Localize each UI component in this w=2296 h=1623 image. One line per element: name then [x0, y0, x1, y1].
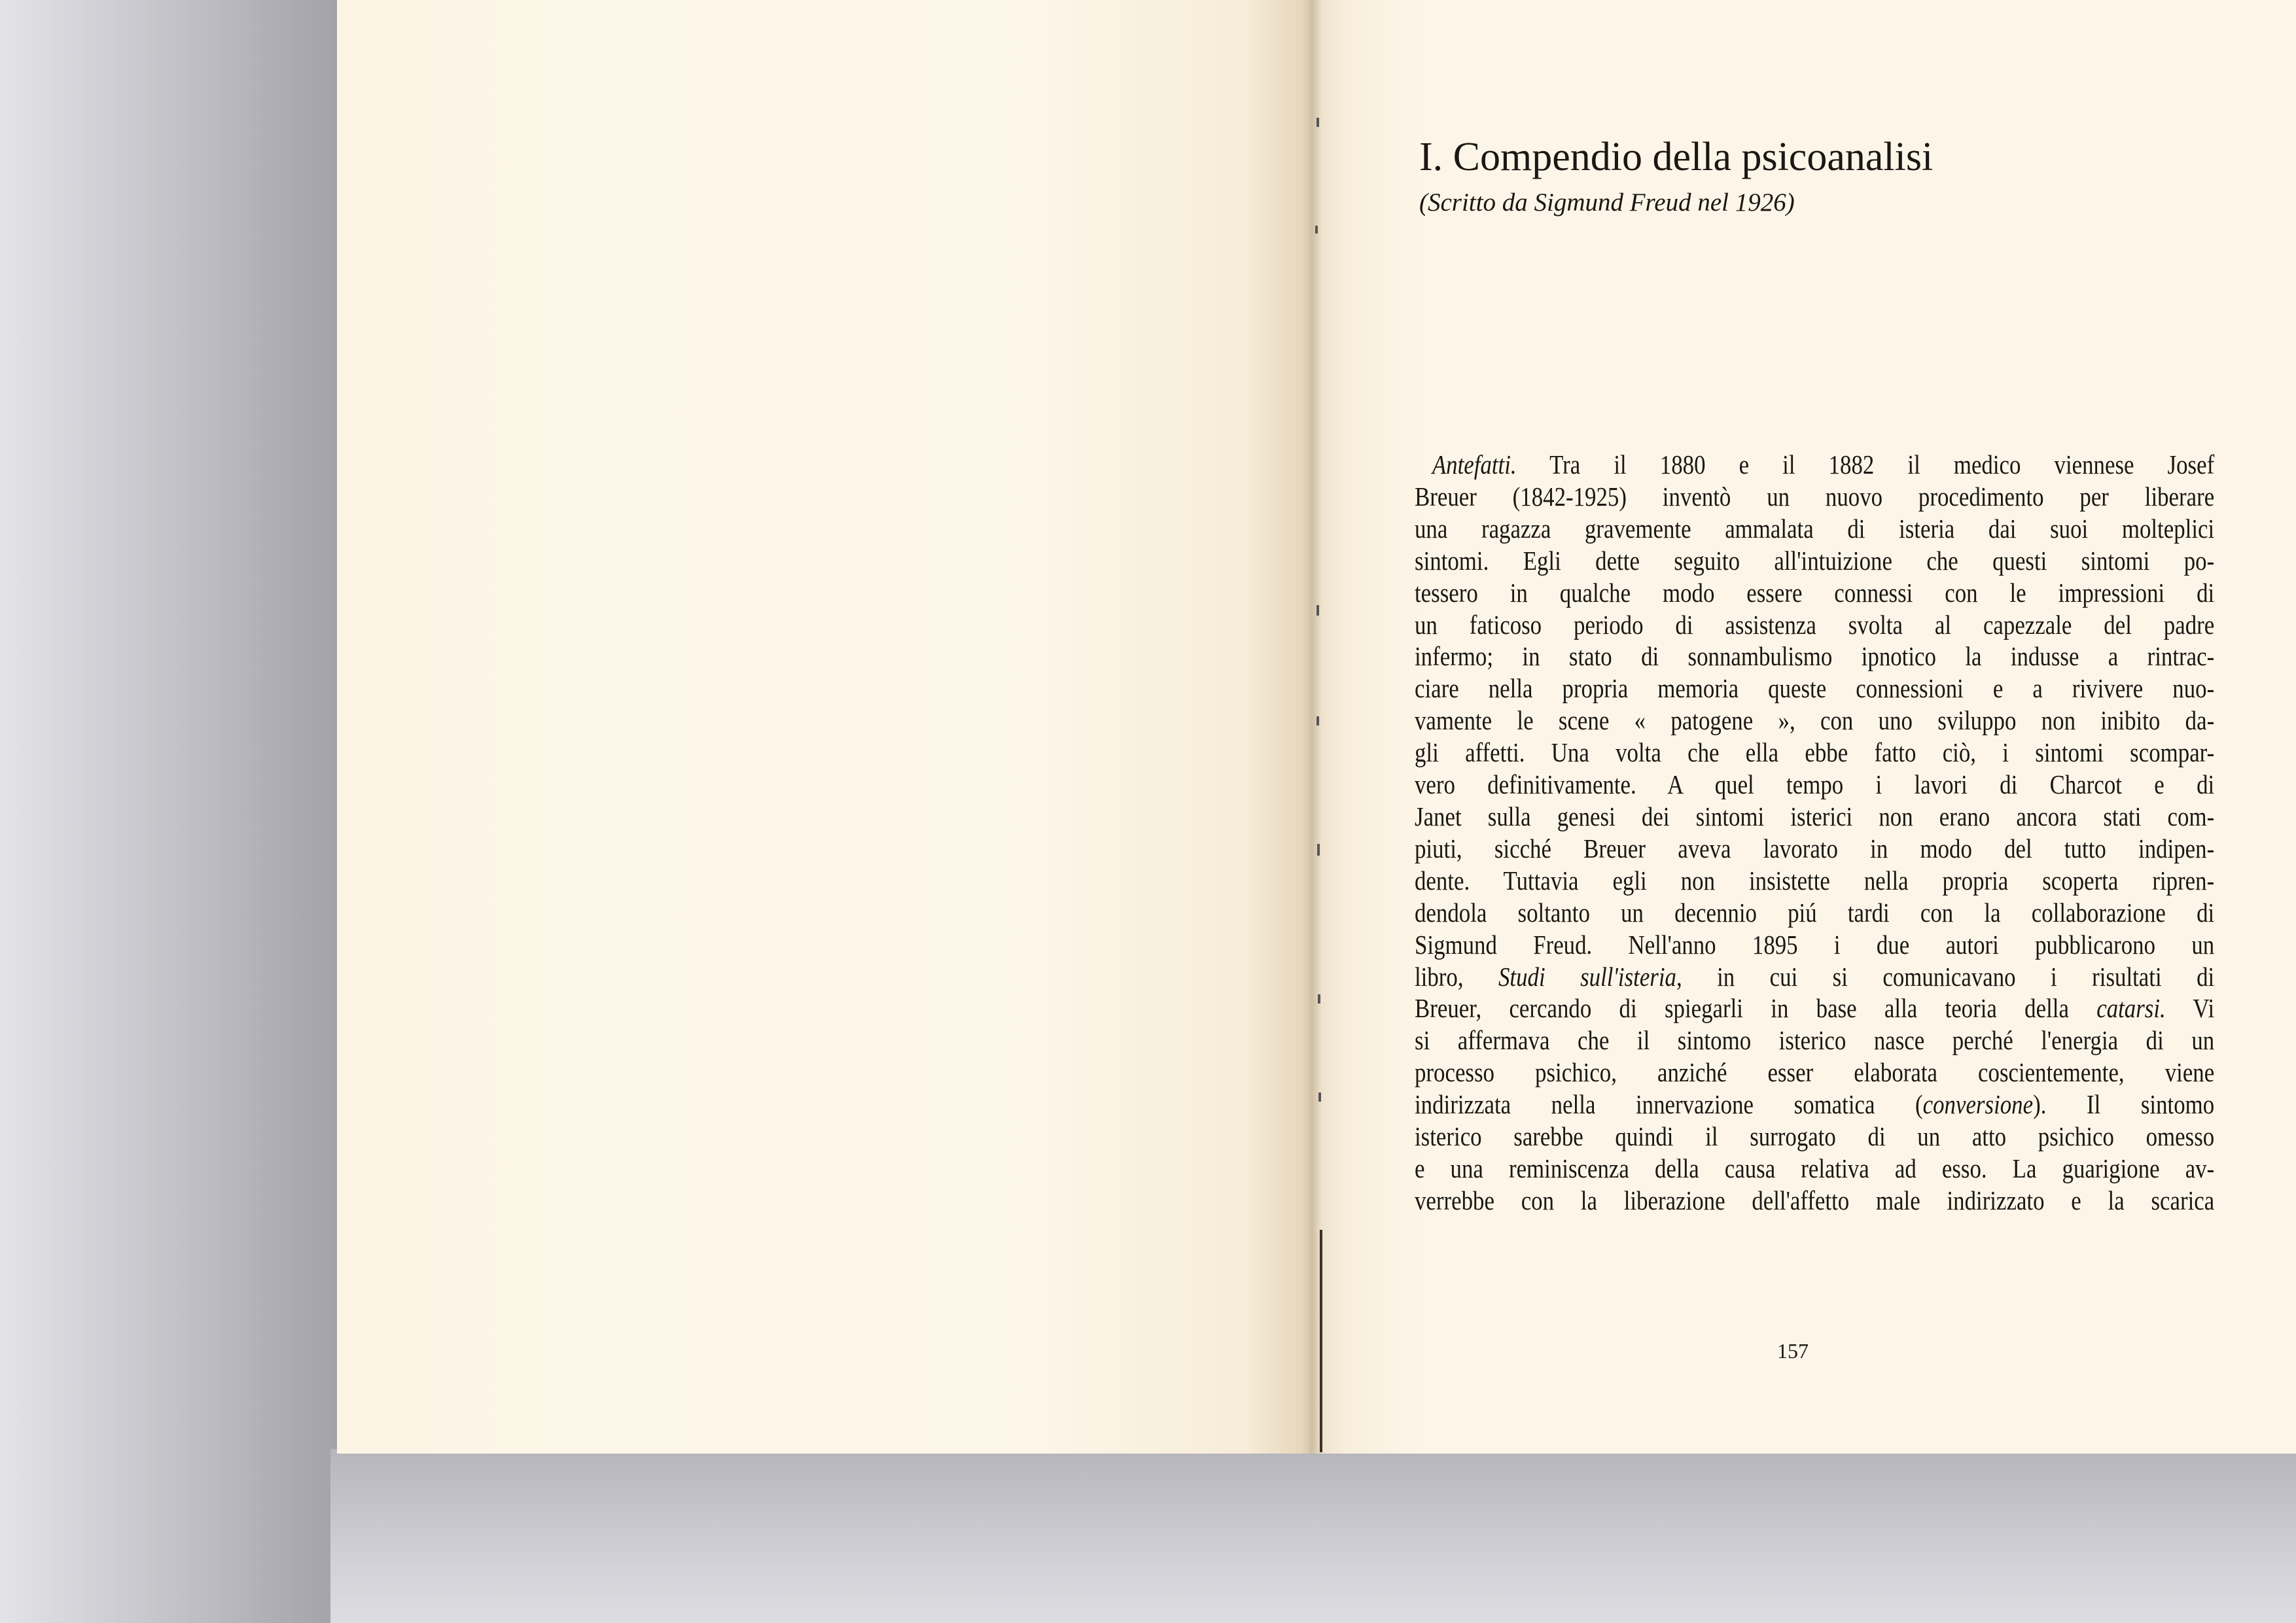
text-line: sintomi. Egli dette seguito all'intuizione che questi sintomi po-: [1415, 545, 2215, 576]
text-line: isterico sarebbe quindi il surrogato di un atto psichico omesso: [1415, 1121, 2215, 1152]
chapter-subtitle: (Scritto da Sigmund Freud nel 1926): [1419, 188, 1795, 217]
gutter-mark: [1316, 605, 1319, 616]
book-title-italic: Studi sull'isteria: [1498, 961, 1676, 992]
text-line: libro, Studi sull'isteria, in cui si comunicavano i risultati di: [1415, 961, 2215, 992]
text-line: e una reminiscenza della causa relativa ad esso. La guarigione av-: [1415, 1153, 2215, 1183]
text-line: processo psichico, anziché esser elaborata coscientemente, viene: [1415, 1057, 2215, 1088]
text-line: dente. Tuttavia egli non insistette nella propria scoperta ripren-: [1415, 865, 2215, 896]
gutter-mark: [1318, 1092, 1321, 1102]
text-line: dendola soltanto un decennio piú tardi con la collaborazione di: [1415, 897, 2215, 928]
text-line: un faticoso periodo di assistenza svolta al capezzale del padre: [1415, 609, 2215, 640]
page-number: 157: [1777, 1339, 1809, 1363]
text-line: vamente le scene « patogene », con uno sviluppo non inibito da-: [1415, 705, 2215, 736]
text-line: infermo; in stato di sonnambulismo ipnotico la indusse a rintrac-: [1415, 641, 2215, 672]
book-gutter: [1302, 0, 1322, 1454]
gutter-mark: [1316, 716, 1319, 725]
text-line: si affermava che il sintomo isterico nasce perché l'energia di un: [1415, 1025, 2215, 1056]
term-italic: catarsi.: [2096, 993, 2166, 1024]
gutter-binding-line: [1320, 1230, 1322, 1452]
scan-bottom-shadow: [330, 1449, 2296, 1623]
text-line: gli affetti. Una volta che ella ebbe fatto ciò, i sintomi scompar-: [1415, 737, 2215, 768]
term-italic: conversione: [1922, 1089, 2034, 1120]
scan-left-shadow: [0, 0, 337, 1623]
text-line: Janet sulla genesi dei sintomi isterici non erano ancora stati com-: [1415, 801, 2215, 831]
text-line: indirizzata nella innervazione somatica (conversione). Il sintomo: [1415, 1089, 2215, 1120]
text-line: Breuer (1842-1925) inventò un nuovo procedimento per liberare: [1415, 481, 2215, 512]
text-line: vero definitivamente. A quel tempo i lavori di Charcot e di: [1415, 769, 2215, 800]
text-line: Sigmund Freud. Nell'anno 1895 i due autori pubblicarono un: [1415, 929, 2215, 960]
text-line: una ragazza gravemente ammalata di isteria dai suoi molteplici: [1415, 513, 2215, 544]
text-line: Antefatti. Tra il 1880 e il 1882 il medico viennese Josef: [1432, 449, 2215, 480]
gutter-mark: [1317, 844, 1320, 856]
lead-italic: Antefatti.: [1432, 449, 1517, 480]
chapter-title: I. Compendio della psicoanalisi: [1419, 135, 1934, 179]
text-line: piuti, sicché Breuer aveva lavorato in modo del tutto indipen-: [1415, 833, 2215, 864]
gutter-mark: [1315, 226, 1318, 234]
text-line: tessero in qualche modo essere connessi con le impressioni di: [1415, 577, 2215, 608]
text-line: verrebbe con la liberazione dell'affetto male indirizzato e la scarica: [1415, 1185, 2215, 1215]
body-paragraph: [1415, 449, 2214, 1217]
text-line: Breuer, cercando di spiegarli in base alla teoria della catarsi. Vi: [1415, 993, 2215, 1024]
left-page: [337, 0, 1305, 1454]
gutter-mark: [1318, 994, 1320, 1003]
text-line: ciare nella propria memoria queste connessioni e a rivivere nuo-: [1415, 673, 2215, 704]
gutter-mark: [1316, 118, 1319, 127]
